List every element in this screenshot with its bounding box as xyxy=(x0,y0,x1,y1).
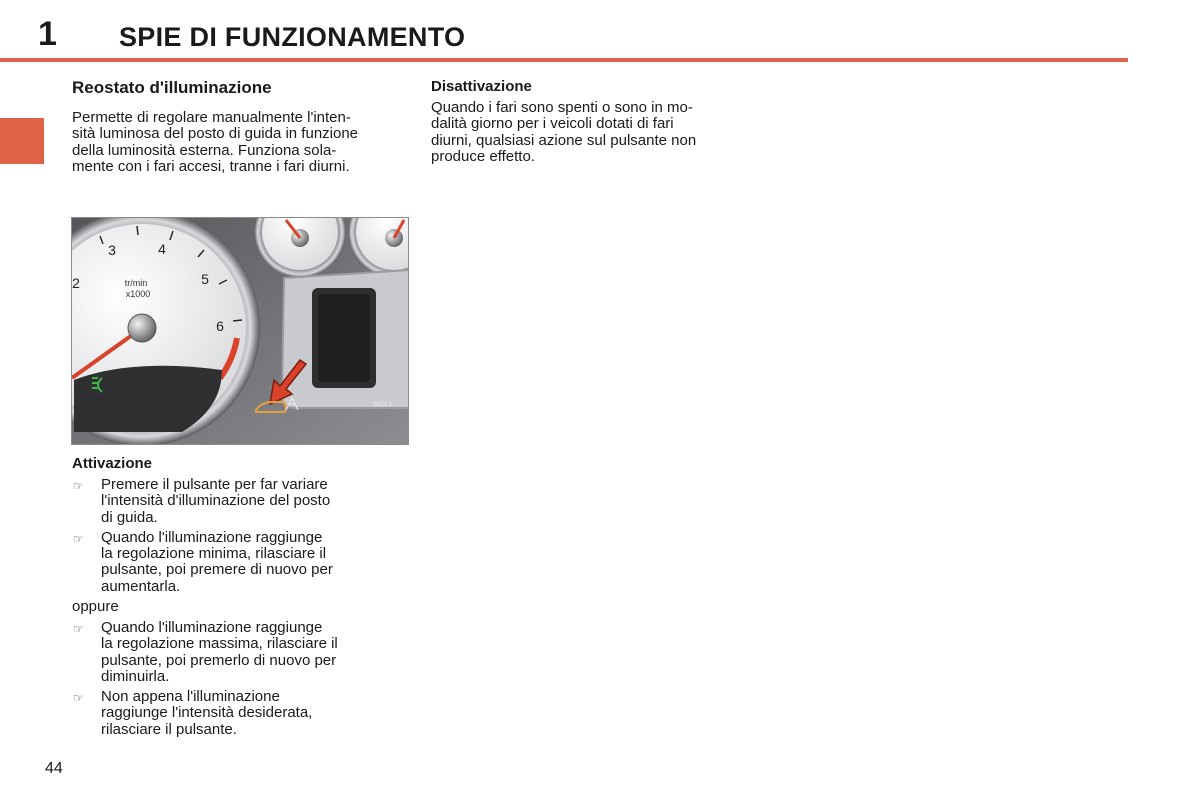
page-title: SPIE DI FUNZIONAMENTO xyxy=(119,22,466,52)
tick-label: 2 xyxy=(72,275,80,291)
list-item: ☞ Quando l'illuminazione raggiunge la regolazione massima, rilasciare il pulsante, poi premerlo di nuovo per diminuirla. xyxy=(73,619,338,685)
tick-label: 3 xyxy=(108,242,116,258)
tick-label: 4 xyxy=(158,241,166,257)
activation-heading: Attivazione xyxy=(72,455,153,472)
or-text: oppure xyxy=(72,598,119,615)
deactivation-line: diurni, qualsiasi azione sul pulsante non xyxy=(431,131,697,149)
deactivation-line: dalità giorno per i veicoli dotati di fari xyxy=(431,115,674,133)
intro-paragraph xyxy=(72,110,409,175)
list-item: ☞ Quando l'illuminazione raggiunge la regolazione minima, rilasciare il pulsante, poi premere di nuovo per aumentarla. xyxy=(73,528,333,595)
page-number: 44 xyxy=(45,760,63,777)
chapter-tab-marker xyxy=(0,118,44,164)
pointing-hand-icon: ☞ xyxy=(73,691,84,706)
deactivation-line: produce effetto. xyxy=(431,147,535,165)
intro-line: Permette di regolare manualmente l'inten- xyxy=(72,109,351,126)
pointing-hand-icon: ☞ xyxy=(73,531,84,546)
reference-code: 063V.9 xyxy=(373,402,392,408)
tach-unit-label: tr/min xyxy=(124,278,148,288)
tick-label: 5 xyxy=(201,271,209,287)
pointing-hand-icon: ☞ xyxy=(73,622,84,636)
pointing-hand-icon: ☞ xyxy=(73,479,84,493)
header-divider xyxy=(0,58,1128,62)
dashboard-drawing xyxy=(72,218,409,445)
deactivation-heading: Disattivazione xyxy=(431,78,532,95)
intro-line: sità luminosa del posto di guida in funzione xyxy=(72,125,359,143)
tach-multiplier-label: x1000 xyxy=(125,289,151,299)
activation-steps-alt xyxy=(72,620,410,742)
instrument-panel-illustration xyxy=(71,217,409,445)
activation-steps xyxy=(72,477,410,599)
chapter-number: 1 xyxy=(38,15,57,53)
deactivation-line: Quando i fari sono spenti o sono in mo- xyxy=(431,99,693,116)
deactivation-paragraph xyxy=(431,100,769,165)
list-item: ☞ Non appena l'illuminazione raggiunge l'intensità desiderata, rilasciare il pulsante. xyxy=(73,688,313,738)
section-heading: Reostato d'illuminazione xyxy=(72,78,272,97)
intro-line: mente con i fari accesi, tranne i fari diurni. xyxy=(72,157,350,175)
intro-line: della luminosità esterna. Funziona sola- xyxy=(72,141,337,159)
tick-label: 6 xyxy=(216,318,224,334)
list-item: ☞ Premere il pulsante per far variare l'intensità d'illuminazione del posto di guida. xyxy=(73,476,331,526)
